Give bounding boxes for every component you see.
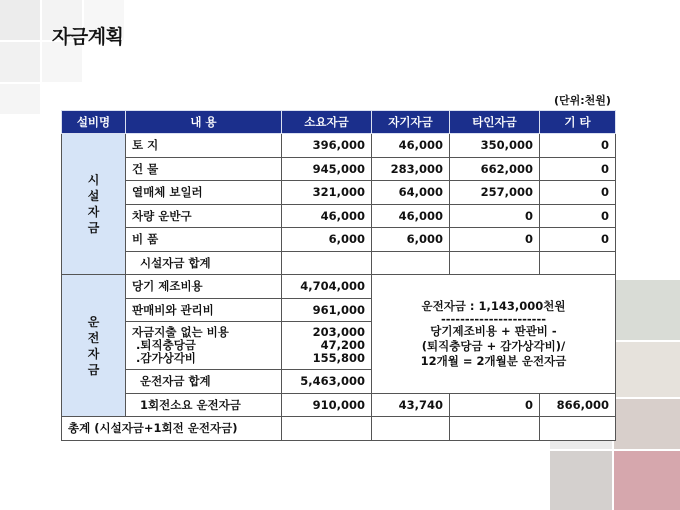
cell-own: 43,740 (372, 393, 450, 417)
header-own: 자기자금 (372, 111, 450, 134)
cell-etc: 0 (540, 204, 616, 228)
header-facility: 설비명 (62, 111, 126, 134)
decorative-tiles-top-left (0, 0, 150, 120)
cell-required (282, 251, 372, 275)
note-line-1: 운전자금 : 1,143,000천원 (421, 298, 566, 313)
row-label: 자금지출 없는 비용 .퇴직충당금 .감가상각비 (126, 322, 282, 370)
cell-own: 46,000 (372, 204, 450, 228)
facility-subtotal-label: 시설자금 합계 (126, 251, 282, 275)
cell-other: 0 (450, 228, 540, 252)
table-row (62, 275, 616, 299)
row-label: 건 물 (126, 157, 282, 181)
cell-own: 6,000 (372, 228, 450, 252)
table-row (62, 393, 616, 417)
category-facility: 시설자금 (62, 134, 126, 275)
cell-required: 6,000 (282, 228, 372, 252)
cell-etc: 866,000 (540, 393, 616, 417)
unit-label: (단위:천원) (554, 94, 611, 107)
cell-required: 4,704,000 (282, 275, 372, 299)
row-label: 토 지 (126, 134, 282, 158)
note-line-3: (퇴직충당금 + 감가상각비)/ (421, 338, 566, 353)
row-label: 열매체 보일러 (126, 181, 282, 205)
table-header-row (62, 111, 616, 134)
operating-fund-note (372, 275, 616, 394)
cell-required: 46,000 (282, 204, 372, 228)
cell-other (450, 417, 540, 441)
note-line-2: 당기제조비용 + 판관비 - (430, 323, 557, 338)
cell-etc: 0 (540, 157, 616, 181)
cell-required: 5,463,000 (282, 370, 372, 394)
round-label: 1회전소요 운전자금 (126, 393, 282, 417)
cell-etc: 0 (540, 228, 616, 252)
cell-other: 257,000 (450, 181, 540, 205)
cell-other: 350,000 (450, 134, 540, 158)
cell-etc: 0 (540, 181, 616, 205)
cell-required: 961,000 (282, 298, 372, 322)
table-row (62, 204, 616, 228)
table-row (62, 417, 616, 441)
operating-subtotal-label: 운전자금 합계 (126, 370, 282, 394)
note-line-4: 12개월 = 2개월분 운전자금 (420, 353, 567, 368)
cell-required: 203,000 47,200 155,800 (282, 322, 372, 370)
cell-other: 0 (450, 393, 540, 417)
header-required: 소요자금 (282, 111, 372, 134)
cell-required: 321,000 (282, 181, 372, 205)
row-label: 비 품 (126, 228, 282, 252)
cell-other: 0 (450, 204, 540, 228)
row-label: 판매비와 관리비 (126, 298, 282, 322)
cell-other (450, 251, 540, 275)
cell-own (372, 417, 450, 441)
row-label: 차량 운반구 (126, 204, 282, 228)
page-title: 자금계획 (52, 26, 124, 48)
cell-required (282, 417, 372, 441)
table-row (62, 157, 616, 181)
table-row (62, 228, 616, 252)
cell-required: 910,000 (282, 393, 372, 417)
cell-etc (540, 417, 616, 441)
cell-own: 283,000 (372, 157, 450, 181)
header-content: 내 용 (126, 111, 282, 134)
header-etc: 기 타 (540, 111, 616, 134)
note-divider: ---------------------- (440, 311, 546, 326)
category-operating: 운전자금 (62, 275, 126, 417)
cell-other: 662,000 (450, 157, 540, 181)
cell-own: 46,000 (372, 134, 450, 158)
cell-own (372, 251, 450, 275)
cell-own: 64,000 (372, 181, 450, 205)
grand-total-label: 총계 (시설자금+1회전 운전자금) (62, 417, 282, 441)
cell-etc: 0 (540, 134, 616, 158)
cell-required: 945,000 (282, 157, 372, 181)
header-other: 타인자금 (450, 111, 540, 134)
table-row (62, 181, 616, 205)
table-row (62, 134, 616, 158)
cell-etc (540, 251, 616, 275)
funding-plan-table (61, 110, 616, 441)
cell-required: 396,000 (282, 134, 372, 158)
table-row (62, 251, 616, 275)
row-label: 당기 제조비용 (126, 275, 282, 299)
